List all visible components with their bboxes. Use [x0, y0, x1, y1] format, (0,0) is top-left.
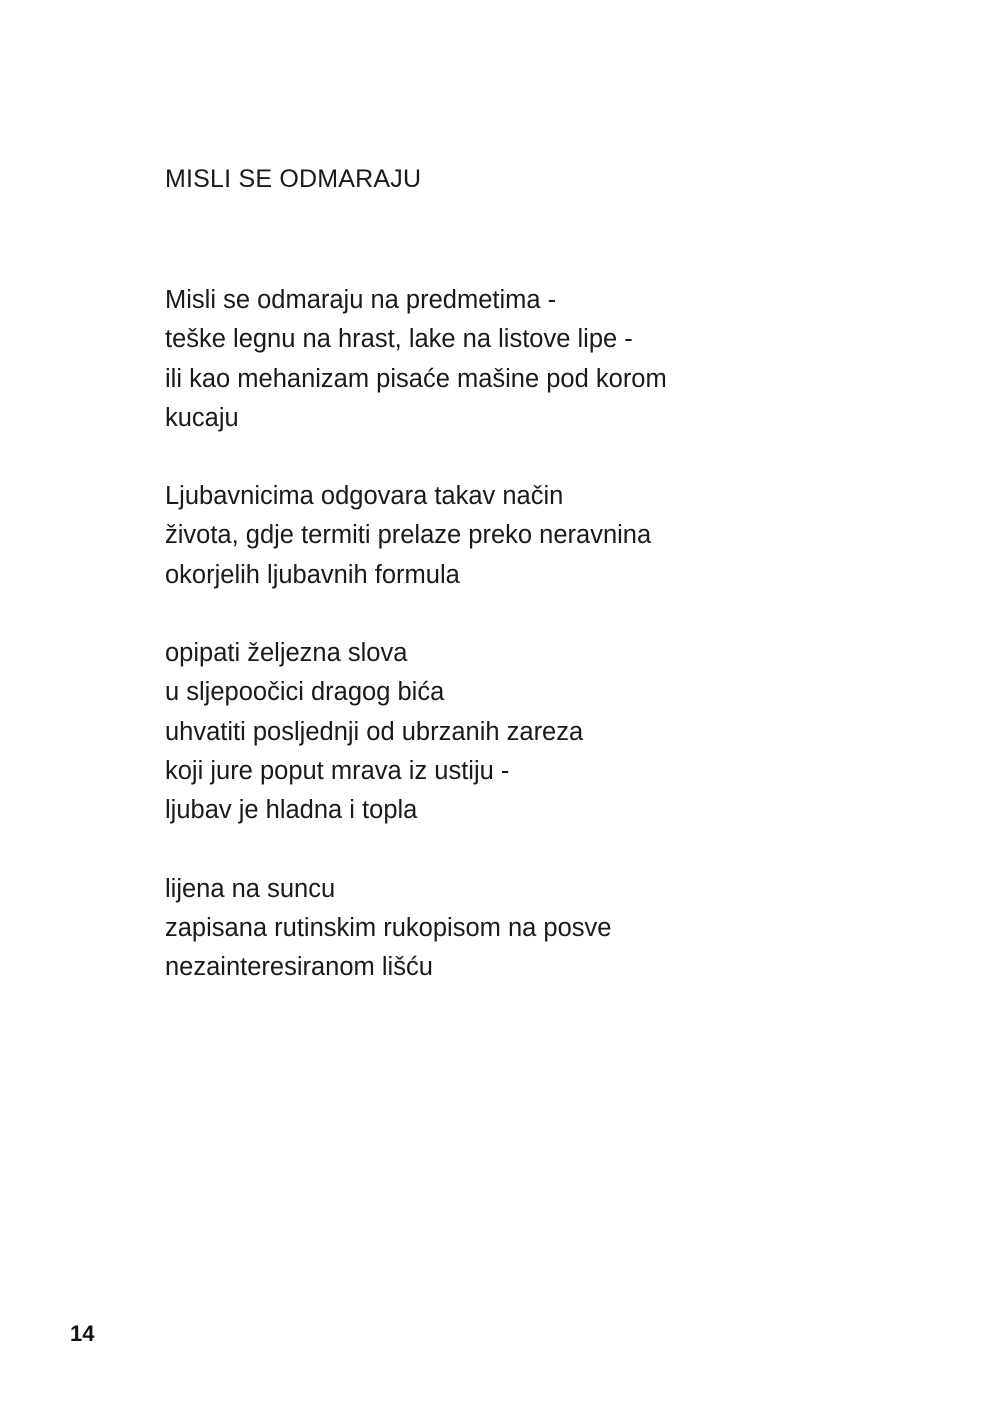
poem-line: uhvatiti posljednji od ubrzanih zareza: [165, 717, 584, 746]
poem-line: teške legnu na hrast, lake na listove lipe -: [165, 325, 633, 354]
stanza-2: [165, 477, 945, 595]
poem-line: koji jure poput mrava iz ustiju -: [165, 756, 510, 785]
page-number: 14: [70, 1321, 95, 1346]
poem-line: Misli se odmaraju na predmetima -: [165, 286, 557, 314]
poem-line: u sljepoočici dragog bića: [165, 678, 445, 707]
poem-line: kucaju: [165, 403, 239, 432]
poem-title: MISLI SE ODMARAJU: [165, 165, 422, 193]
poem-line: ili kao mehanizam pisaće mašine pod korom: [165, 364, 667, 393]
stanza-3: [165, 634, 945, 830]
poem-line: okorjelih ljubavnih formula: [165, 560, 460, 589]
poem-line: lijena na suncu: [165, 874, 336, 903]
stanza-1: [165, 281, 945, 438]
poem-line: ljubav je hladna i topla: [165, 796, 418, 825]
poem-line: života, gdje termiti prelaze preko neravnina: [165, 521, 652, 550]
poem-line: nezainteresiranom lišću: [165, 953, 433, 982]
poem-line: Ljubavnicima odgovara takav način: [165, 482, 564, 511]
poem-line: zapisana rutinskim rukopisom na posve: [165, 913, 612, 942]
poem-line: opipati željezna slova: [165, 639, 408, 668]
poem-body: [165, 281, 945, 1026]
stanza-4: [165, 870, 945, 988]
